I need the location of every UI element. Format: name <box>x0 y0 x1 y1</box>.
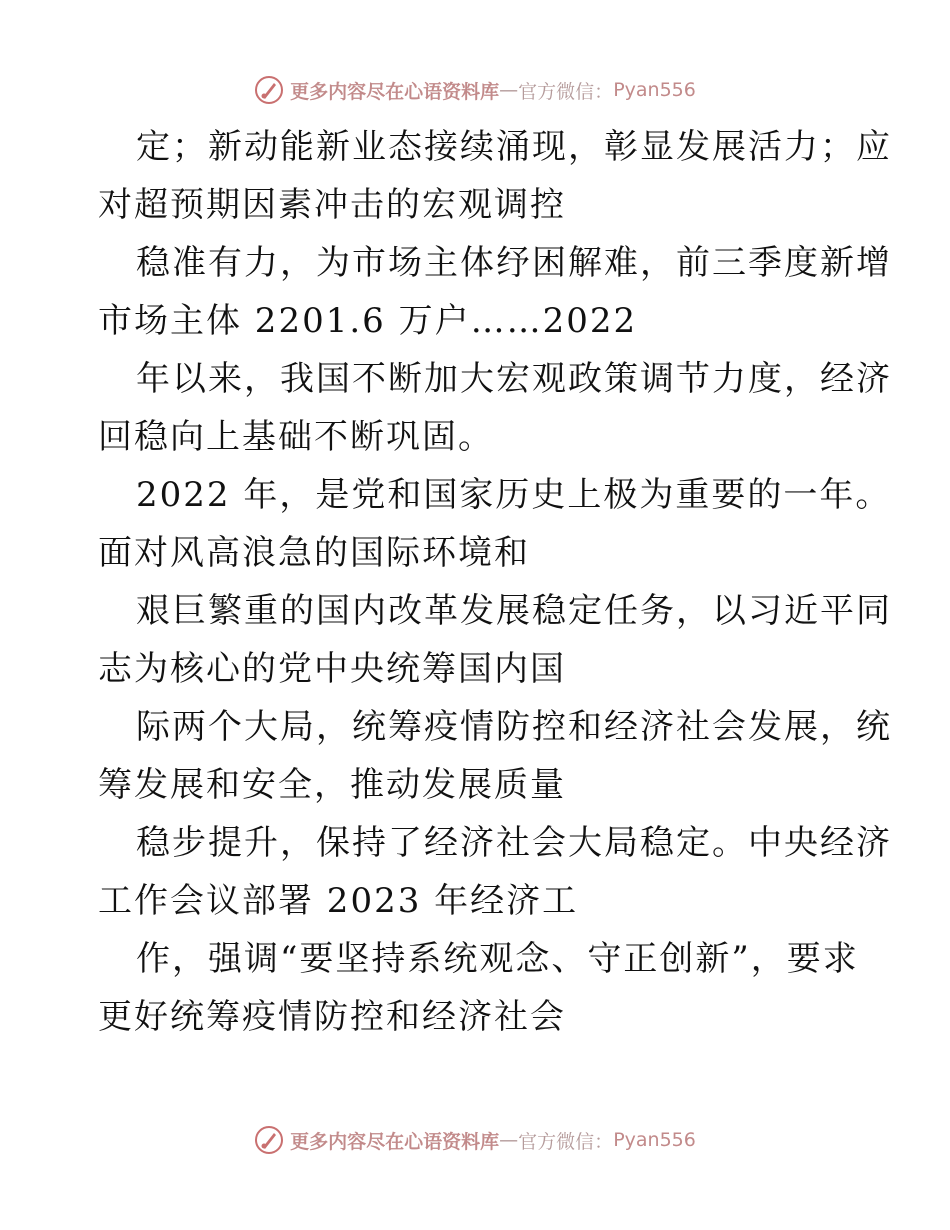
text-line: 对超预期因素冲击的宏观调控 <box>98 185 566 225</box>
text-line: 更好统筹疫情防控和经济社会 <box>98 997 566 1037</box>
text-line: 市场主体 2201.6 万户……2022 <box>98 301 638 341</box>
footer-watermark <box>0 1120 950 1160</box>
text-line: 年以来，我国不断加大宏观政策调节力度，经济 <box>136 359 892 399</box>
text-line: 艰巨繁重的国内改革发展稳定任务，以习近平同 <box>136 591 892 631</box>
watermark-dash: — <box>499 79 519 101</box>
text-line: 作，强调“要坚持系统观念、守正创新”，要求 <box>136 939 859 979</box>
text-line: 际两个大局，统筹疫情防控和经济社会发展，统 <box>136 707 892 747</box>
text-line: 稳步提升，保持了经济社会大局稳定。中央经济 <box>136 823 892 863</box>
watermark-dash: — <box>499 1129 519 1151</box>
text-line: 回稳向上基础不断巩固。 <box>98 417 494 457</box>
quill-logo-icon <box>254 1125 284 1155</box>
quill-logo-icon <box>254 75 284 105</box>
watermark-id: Pyan556 <box>613 79 696 101</box>
header-watermark <box>0 70 950 110</box>
text-line: 筹发展和安全，推动发展质量 <box>98 765 566 805</box>
text-line: 志为核心的党中央统筹国内国 <box>98 649 566 689</box>
text-line: 2022 年，是党和国家历史上极为重要的一年。 <box>136 475 892 515</box>
watermark-main-text: 更多内容尽在心语资料库 <box>290 80 500 103</box>
document-body <box>98 118 892 1046</box>
text-line: 定；新动能新业态接续涌现，彰显发展活力；应 <box>136 127 892 167</box>
text-line: 工作会议部署 2023 年经济工 <box>98 881 579 921</box>
text-line: 面对风高浪急的国际环境和 <box>98 533 530 573</box>
watermark-label: 官方微信： <box>518 1130 614 1153</box>
text-line: 稳准有力，为市场主体纾困解难，前三季度新增 <box>136 243 892 283</box>
watermark-main-text: 更多内容尽在心语资料库 <box>290 1130 500 1153</box>
watermark-label: 官方微信： <box>518 80 614 103</box>
watermark-id: Pyan556 <box>613 1129 696 1151</box>
